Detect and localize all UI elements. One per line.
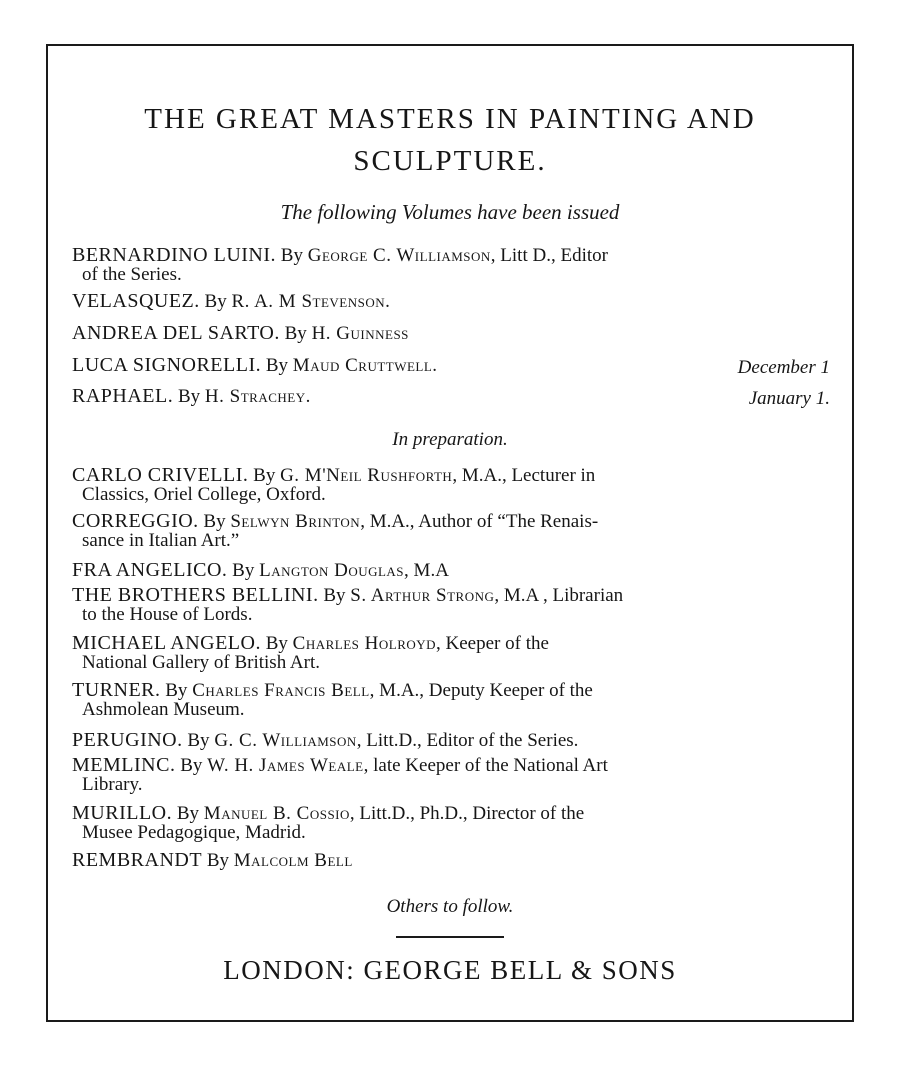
author-details: , M.A: [404, 560, 449, 581]
author-details: , Keeper of the: [436, 633, 549, 654]
painter-name: PERUGINO.: [72, 729, 183, 751]
list-item: [72, 246, 830, 284]
list-item: [72, 512, 830, 550]
by-word: By: [284, 323, 307, 344]
page-title: THE GREAT MASTERS IN PAINTING AND SCULPTURE.: [144, 103, 756, 177]
list-item: [72, 561, 830, 580]
painter-name: ANDREA DEL SARTO.: [72, 322, 280, 344]
author-details: , Litt.D., Ph.D., Director of the: [349, 803, 585, 824]
list-item: [72, 354, 830, 378]
author-name: Langton Douglas: [259, 560, 405, 581]
list-item: [72, 804, 830, 842]
entry-continuation: sance in Italian Art.”: [82, 530, 240, 551]
author-details: , Litt.D., Editor of the Series.: [356, 730, 579, 751]
by-word: By: [265, 633, 288, 654]
by-word: By: [206, 850, 230, 871]
author-name: Charles Francis Bell: [192, 680, 370, 701]
author-details: , M.A., Deputy Keeper of the: [369, 680, 593, 701]
list-item: [72, 851, 830, 870]
author-name: Charles Holroyd: [292, 633, 437, 654]
author-details: , M.A , Librarian: [494, 585, 624, 606]
author-name: G. C. Williamson: [214, 730, 357, 751]
publisher-imprint: LONDON: GEORGE BELL & SONS: [223, 955, 677, 985]
publication-date: December 1: [737, 357, 830, 378]
author-name: Selwyn Brinton: [230, 511, 361, 532]
author-name: H. Strachey.: [204, 386, 311, 407]
by-word: By: [176, 803, 200, 824]
entry-continuation: National Gallery of British Art.: [82, 652, 320, 673]
list-item: [72, 634, 830, 672]
author-details: , M.A., Lecturer in: [452, 465, 596, 486]
painter-name: LUCA SIGNORELLI.: [72, 354, 262, 376]
by-word: By: [232, 560, 255, 581]
preparation-heading: In preparation.: [392, 429, 508, 450]
author-name: R. A. M Stevenson.: [231, 291, 391, 312]
issued-heading: The following Volumes have been issued: [280, 200, 620, 224]
author-name: S. Arthur Strong: [350, 585, 495, 606]
painter-name: MEMLINC.: [72, 754, 176, 776]
by-word: By: [187, 730, 210, 751]
painter-name: CARLO CRIVELLI.: [72, 464, 249, 486]
painter-name: TURNER.: [72, 679, 161, 701]
entry-continuation: Classics, Oriel College, Oxford.: [82, 484, 326, 505]
author-name: George C. Williamson: [307, 245, 491, 266]
author-name: H. Guinness: [311, 323, 409, 344]
entry-continuation: Ashmolean Museum.: [82, 699, 245, 720]
list-item: [72, 466, 830, 504]
list-item: [72, 586, 830, 624]
list-item: [72, 756, 830, 794]
painter-name: BERNARDINO LUINI.: [72, 244, 277, 266]
author-name: W. H. James Weale: [207, 755, 364, 776]
by-word: By: [253, 465, 276, 486]
painter-name: REMBRANDT: [72, 849, 203, 871]
author-details: , M.A., Author of “The Renais-: [360, 511, 599, 532]
painter-name: THE BROTHERS BELLINI.: [72, 584, 319, 606]
by-word: By: [280, 245, 303, 266]
painter-name: FRA ANGELICO.: [72, 559, 228, 581]
by-word: By: [203, 511, 226, 532]
by-word: By: [180, 755, 203, 776]
painter-name: MURILLO.: [72, 802, 173, 824]
publication-date: January 1.: [748, 388, 830, 409]
list-item: [72, 292, 830, 311]
painter-name: CORREGGIO.: [72, 510, 199, 532]
author-name: Maud Cruttwell.: [292, 355, 438, 376]
list-item: [72, 385, 830, 409]
author-details: , late Keeper of the National Art: [363, 755, 608, 776]
by-word: By: [204, 291, 227, 312]
closing-note: Others to follow.: [386, 896, 514, 917]
author-name: Manuel B. Cossio: [203, 803, 350, 824]
entry-continuation: Musee Pedagogique, Madrid.: [82, 822, 306, 843]
painter-name: MICHAEL ANGELO.: [72, 632, 261, 654]
by-word: By: [265, 355, 289, 376]
author-name: Malcolm Bell: [233, 850, 353, 871]
painter-name: VELASQUEZ.: [72, 290, 200, 312]
entry-continuation: to the House of Lords.: [82, 604, 253, 625]
painter-name: RAPHAEL.: [72, 385, 174, 407]
list-item: [72, 681, 830, 719]
list-item: [72, 731, 830, 750]
by-word: By: [177, 386, 201, 407]
author-name: G. M'Neil Rushforth: [280, 465, 453, 486]
entry-continuation: of the Series.: [82, 264, 182, 285]
author-details: , Litt D., Editor: [490, 245, 608, 266]
divider-rule: [396, 936, 504, 938]
entry-continuation: Library.: [82, 774, 143, 795]
by-word: By: [165, 680, 188, 701]
list-item: [72, 324, 830, 343]
by-word: By: [323, 585, 346, 606]
